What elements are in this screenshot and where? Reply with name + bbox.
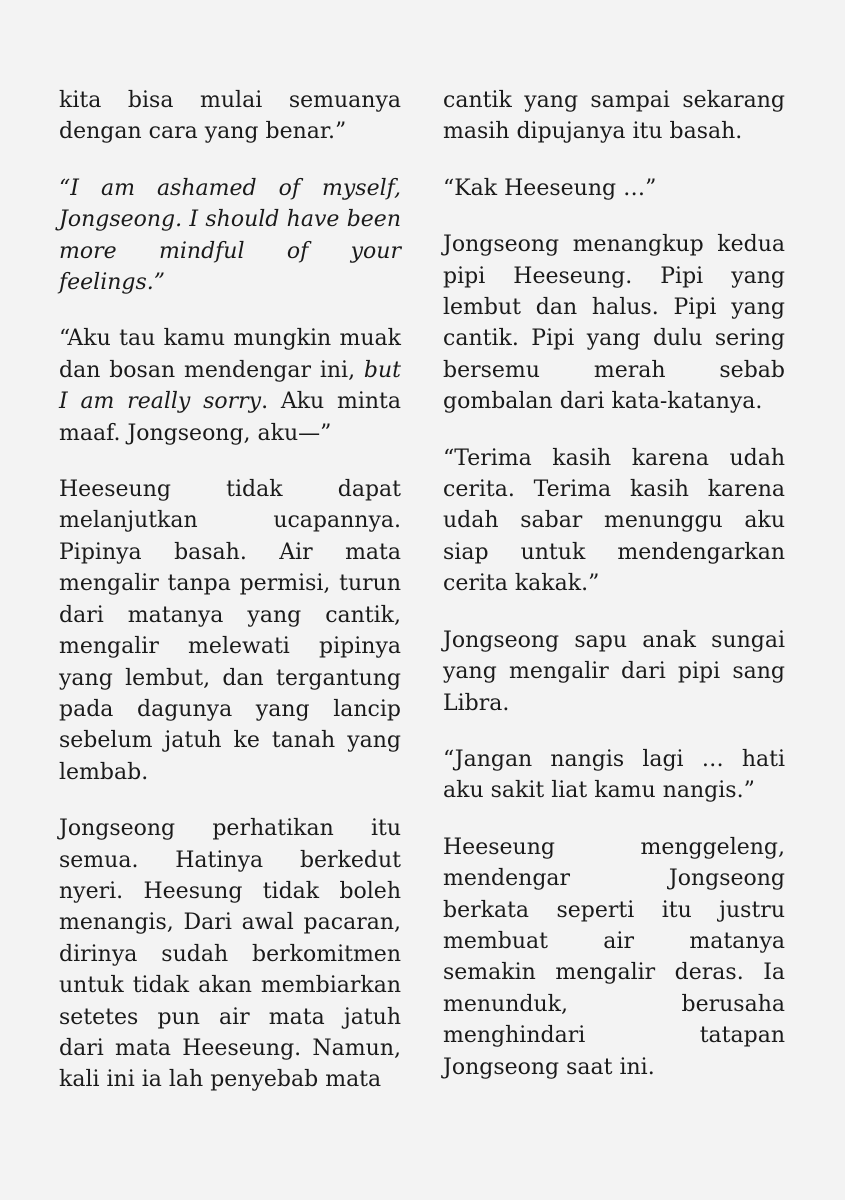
body-text: “Aku tau kamu mungkin muak dan bosan mendengar ini, [59,326,401,383]
paragraph [443,744,785,807]
body-text: “Terima kasih karena udah cerita. Terima kasih karena udah sabar menunggu aku siap untuk mendengarkan cerita kakak.” [443,445,785,597]
right-column [443,85,785,1108]
paragraph [443,85,785,148]
paragraph [443,173,785,204]
body-text: Jongseong sapu anak sungai yang mengalir dari pipi sang Libra. [443,627,785,716]
paragraph [443,832,785,1083]
body-text: kita bisa mulai semuanya dengan cara yang benar.” [59,88,401,145]
italic-text: but I am really sorry [59,357,401,415]
body-text: cantik yang sampai sekarang masih dipujanya itu basah. [443,88,785,145]
body-text: “Jangan nangis lagi … hati aku sakit liat kamu nangis.” [443,746,785,804]
body-text: . Aku minta maaf. Jongseong, aku—” [59,389,401,446]
body-text: Heeseung tidak dapat melanjutkan ucapannya. Pipinya basah. Air mata mengalir tanpa permisi, turun dari matanya yang cantik, mengalir melewati pipinya yang lembut, dan tergantung pada dagunya yang lancip sebelum jatuh ke tanah yang lembab. [59,477,401,785]
body-text: Heeseung menggeleng, mendengar Jongseong berkata seperti itu justru membuat air matanya semakin mengalir deras. Ia menunduk, berusaha menghindari tatapan Jongseong saat ini. [443,834,785,1080]
paragraph [443,625,785,719]
body-text: Jongseong menangkup kedua pipi Heeseung. Pipi yang lembut dan halus. Pipi yang cantik. Pipi yang dulu sering bersemu merah sebab gombalan dari kata-katanya. [443,232,785,415]
paragraph [59,813,401,1096]
paragraph [443,229,785,417]
paragraph [59,474,401,788]
paragraph [59,173,401,299]
italic-text: “I am ashamed of myself, Jongseong. I should have been more mindful of your feelings.” [59,175,401,296]
body-text: “Kak Heeseung …” [443,175,657,201]
left-column [59,85,401,1121]
paragraph [59,85,401,148]
paragraph [443,443,785,600]
body-text: Jongseong perhatikan itu semua. Hatinya berkedut nyeri. Heesung tidak boleh menangis, Dari awal pacaran, dirinya sudah berkomitmen untuk tidak akan membiarkan setetes pun air mata jatuh dari mata Heeseung. Namun, kali ini ia lah penyebab mata [59,816,401,1093]
paragraph [59,323,401,449]
